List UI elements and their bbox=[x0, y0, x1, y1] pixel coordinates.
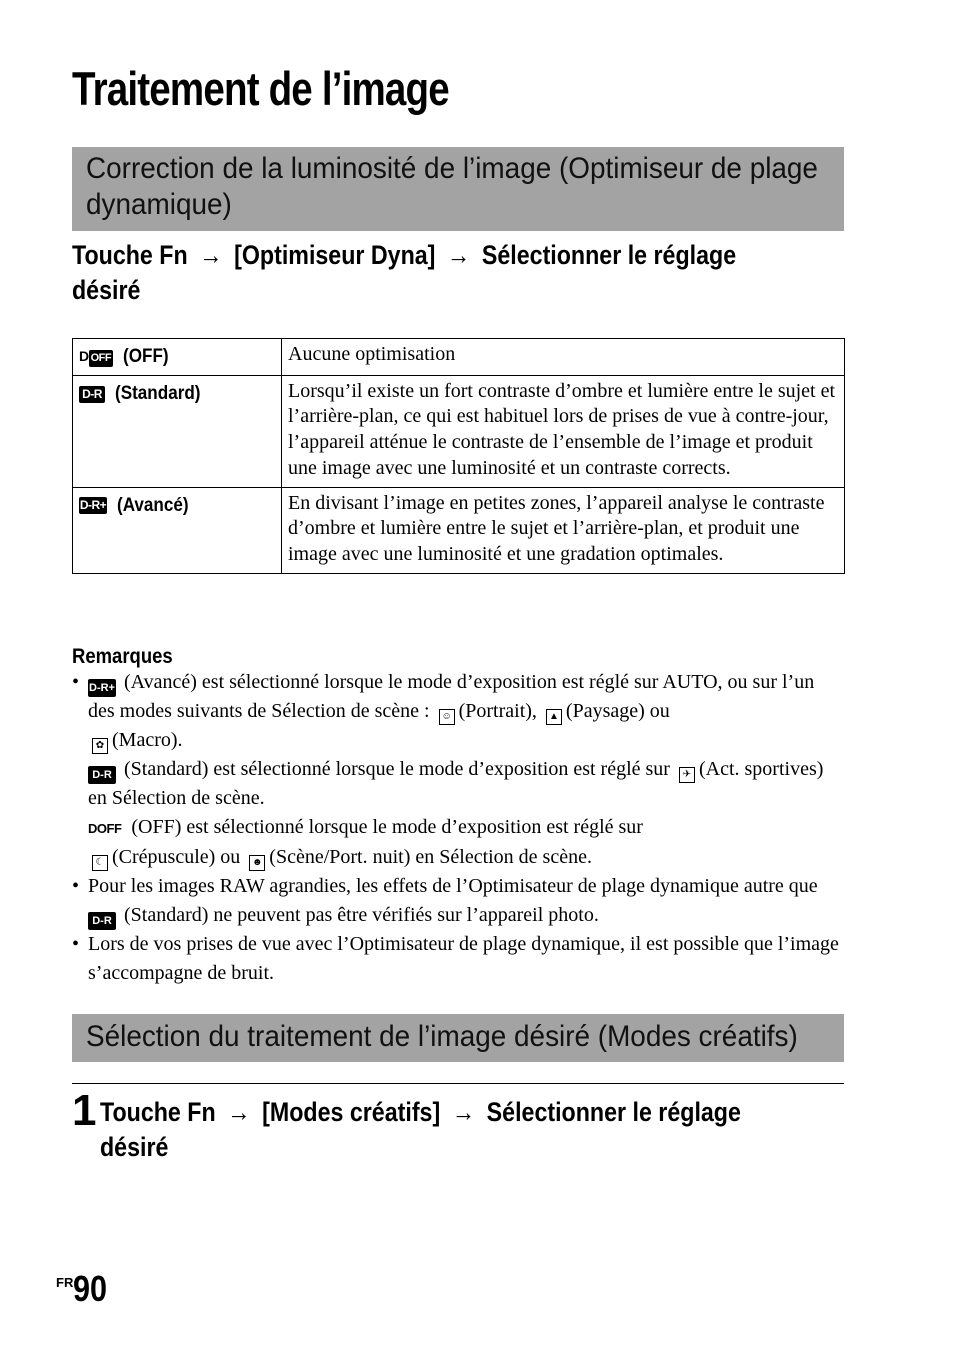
note-text: (Crépuscule) ou bbox=[112, 846, 241, 868]
dro-standard-icon: D-R bbox=[88, 766, 116, 784]
dro-advanced-icon: D-R+ bbox=[79, 498, 107, 513]
notes-list bbox=[72, 668, 844, 988]
instruction-key: Touche Fn bbox=[72, 240, 188, 270]
setting-name-cell bbox=[73, 339, 282, 376]
notes-title: Remarques bbox=[72, 645, 173, 668]
section-heading-dro-text-2: dynamique) bbox=[86, 188, 232, 221]
dro-standard-icon: D-R bbox=[88, 912, 116, 930]
setting-label: (OFF) bbox=[123, 346, 169, 367]
night-portrait-icon: ☻ bbox=[249, 855, 265, 871]
table-row bbox=[73, 375, 845, 487]
instruction-action-2: désiré bbox=[72, 275, 141, 305]
note-text: (OFF) est sélectionné lorsque le mode d’exposition est réglé sur bbox=[131, 816, 643, 838]
setting-label: (Avancé) bbox=[117, 494, 189, 516]
instruction-menu: [Modes créatifs] bbox=[262, 1097, 441, 1127]
page-title: Traitement de l’image bbox=[72, 62, 449, 115]
table-row bbox=[73, 339, 845, 376]
arrow-icon: → bbox=[451, 1097, 476, 1127]
note-item bbox=[72, 930, 844, 988]
landscape-icon: ▲ bbox=[546, 709, 562, 725]
section-heading-dro bbox=[72, 147, 844, 231]
setting-description: En divisant l’image en petites zones, l’appareil analyse le contraste d’ombre et lumière entre le sujet et l’arrière-plan, et produit une image avec une luminosité et une gradation optimales. bbox=[282, 487, 845, 573]
instruction-menu: [Optimiseur Dyna] bbox=[234, 240, 436, 270]
portrait-icon: ☺ bbox=[439, 709, 455, 725]
note-text: (Scène/Port. nuit) en Sélection de scène. bbox=[269, 846, 592, 868]
note-text: (Standard) est sélectionné lorsque le mode d’exposition est réglé sur bbox=[124, 758, 670, 780]
step-number: 1 bbox=[72, 1086, 97, 1135]
instruction-action-2: désiré bbox=[100, 1132, 169, 1162]
note-text: Pour les images RAW agrandies, les effets de l’Optimisateur de plage dynamique autre que bbox=[88, 875, 818, 897]
arrow-icon: → bbox=[447, 240, 471, 270]
page-number-value: 90 bbox=[73, 1268, 108, 1309]
table-row bbox=[73, 487, 845, 573]
dro-off-icon: DOFF bbox=[88, 821, 122, 836]
setting-description: Lorsqu’il existe un fort contraste d’ombre et lumière entre le sujet et l’arrière-plan, ce qui est habituel lors de prises de vue à contre-jour, l’appareil atténue le contraste de l’ensemble de l’image et produit une image avec une luminosité et un contraste corrects. bbox=[282, 375, 845, 487]
note-text: Lors de vos prises de vue avec l’Optimisateur de plage dynamique, il est possible que l’image s’accompagne de bruit. bbox=[88, 933, 839, 984]
note-text: (Macro). bbox=[112, 729, 183, 751]
note-text: (Avancé) est sélectionné lorsque le mode d’exposition est réglé sur AUTO, ou sur l’un des modes suivants de Sélection de scène : bbox=[88, 671, 815, 722]
dro-off-icon: D OFF bbox=[79, 348, 113, 367]
instruction-action: Sélectionner le réglage bbox=[481, 240, 737, 270]
note-item bbox=[72, 668, 844, 872]
note-text: (Act. sportives) en Sélection de scène. bbox=[88, 758, 824, 809]
dro-advanced-icon: D-R+ bbox=[88, 679, 116, 697]
bullet: • bbox=[72, 875, 80, 897]
arrow-icon: → bbox=[199, 240, 223, 270]
instruction-key: Touche Fn bbox=[100, 1097, 216, 1127]
twilight-icon: ☾ bbox=[92, 855, 108, 871]
divider bbox=[72, 1083, 844, 1084]
setting-label: (Standard) bbox=[115, 382, 201, 404]
section-heading-creative-text: Sélection du traitement de l’image désiré (Modes créatifs) bbox=[86, 1020, 798, 1053]
page-number-prefix: FR bbox=[56, 1275, 74, 1290]
arrow-icon: → bbox=[227, 1097, 251, 1127]
note-text: (Paysage) ou bbox=[565, 700, 670, 722]
bullet: • bbox=[72, 933, 80, 955]
setting-description: Aucune optimisation bbox=[282, 339, 845, 376]
instruction-dro bbox=[72, 238, 736, 308]
dro-standard-icon: D-R bbox=[79, 386, 105, 403]
instruction-action: Sélectionner le réglage bbox=[486, 1097, 741, 1127]
note-text: (Standard) ne peuvent pas être vérifiés sur l’appareil photo. bbox=[124, 904, 599, 926]
setting-name-cell bbox=[73, 487, 282, 573]
note-text: (Portrait), bbox=[458, 700, 537, 722]
page-number bbox=[56, 1268, 113, 1310]
setting-name-cell bbox=[73, 375, 282, 487]
sports-icon: ✈ bbox=[679, 767, 695, 783]
instruction-creative bbox=[100, 1095, 741, 1165]
section-heading-dro-text: Correction de la luminosité de l’image (Optimiseur de plage bbox=[86, 152, 818, 185]
dro-settings-table bbox=[72, 338, 845, 574]
bullet: • bbox=[72, 671, 80, 693]
macro-icon: ✿ bbox=[92, 738, 108, 754]
note-item bbox=[72, 872, 844, 930]
section-heading-creative bbox=[72, 1014, 844, 1062]
